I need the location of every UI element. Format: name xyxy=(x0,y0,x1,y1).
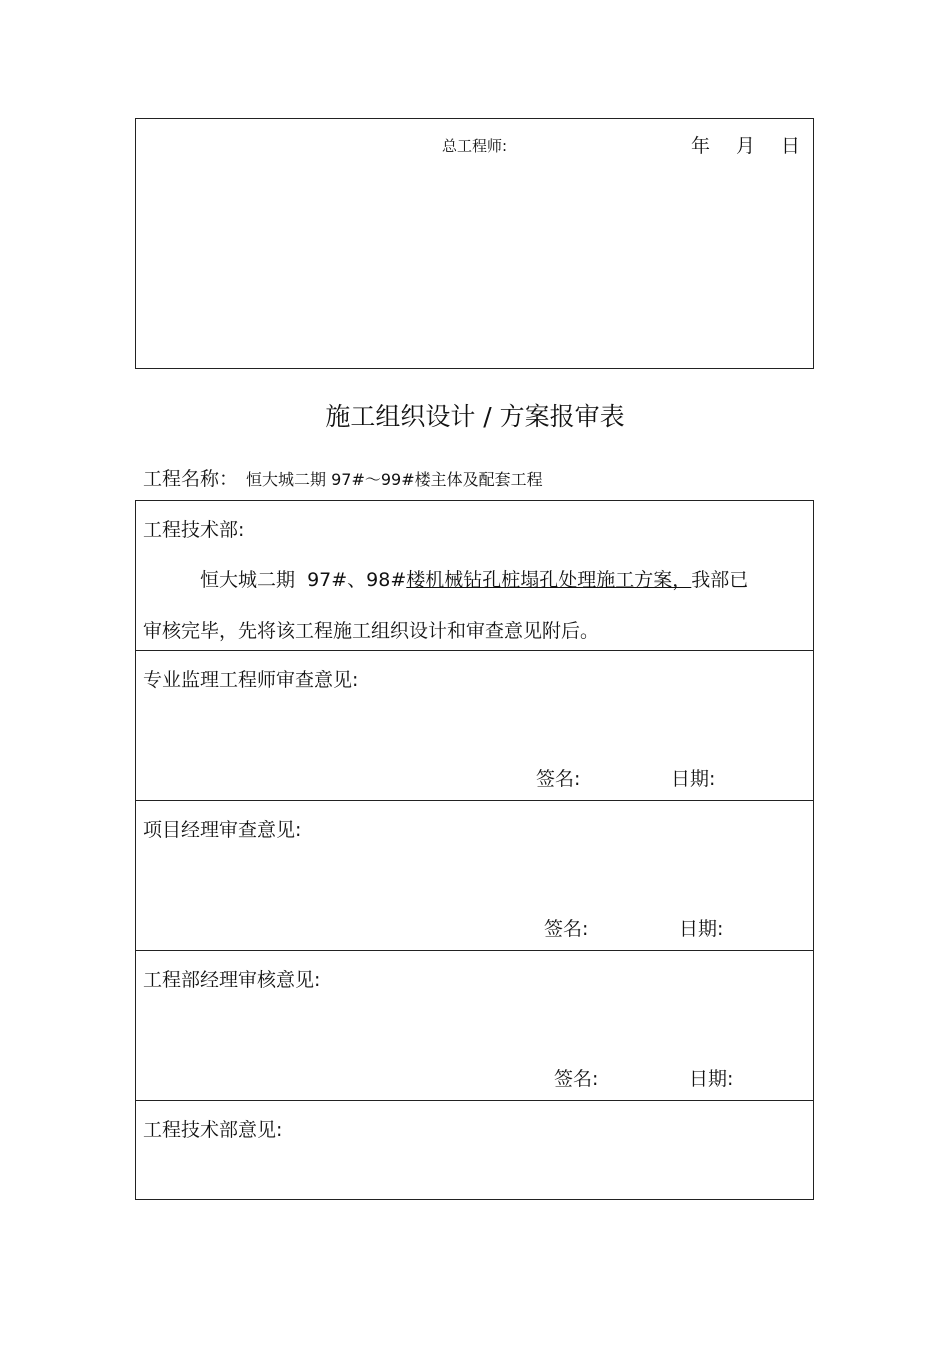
row-label: 专业监理工程师审查意见: xyxy=(143,669,359,691)
project-name-line xyxy=(143,464,543,491)
review-statement-line1 xyxy=(200,565,748,592)
engineering-dept-manager-row xyxy=(136,951,813,1101)
date-label: 日期: xyxy=(689,1068,734,1090)
date-label: 日期: xyxy=(671,768,716,790)
row-label: 工程技术部: xyxy=(143,519,245,541)
statement-plan-name: 楼机械钻孔桩塌孔处理施工方案， xyxy=(406,569,692,591)
project-name-value: 恒大城二期 97#～99#楼主体及配套工程 xyxy=(246,470,543,489)
row-label: 项目经理审查意见: xyxy=(143,819,302,841)
form-title: 施工组织设计 / 方案报审表 xyxy=(325,402,625,431)
statement-suffix: 我部已 xyxy=(691,569,749,591)
chief-engineer-label: 总工程师: xyxy=(442,137,508,155)
signature-label: 签名: xyxy=(536,768,581,790)
engineering-tech-dept-row xyxy=(136,501,813,651)
date-year-label: 年 xyxy=(691,135,711,157)
statement-prefix: 恒大城二期 97#、98# xyxy=(200,569,407,591)
supervising-engineer-row xyxy=(136,651,813,801)
row-label: 工程部经理审核意见: xyxy=(143,969,321,991)
signature-label: 签名: xyxy=(554,1068,599,1090)
signature-label: 签名: xyxy=(544,918,589,940)
project-manager-row xyxy=(136,801,813,951)
review-form-table xyxy=(135,500,814,1200)
review-statement-line2: 审核完毕，先将该工程施工组织设计和审查意见附后。 xyxy=(143,620,600,642)
project-name-label: 工程名称： xyxy=(143,468,239,490)
date-label: 日期: xyxy=(679,918,724,940)
date-month-label: 月 xyxy=(736,135,756,157)
row-label: 工程技术部意见: xyxy=(143,1119,283,1141)
date-day-label: 日 xyxy=(781,135,801,157)
tech-dept-opinion-row xyxy=(136,1101,813,1199)
